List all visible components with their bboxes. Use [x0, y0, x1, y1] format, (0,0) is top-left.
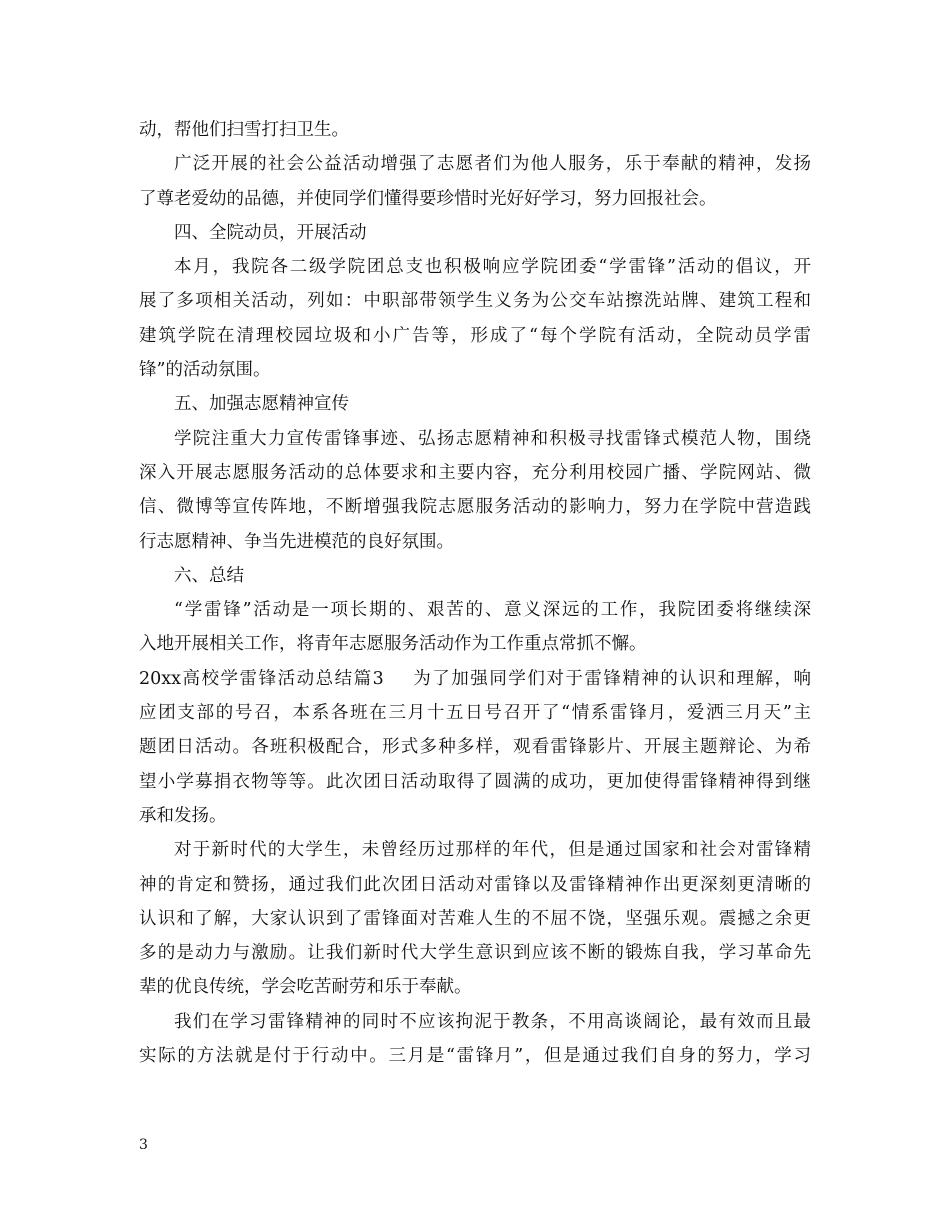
- text-line: [139, 422, 811, 456]
- text-line-content: 了尊老爱幼的品德，并使同学们懂得要珍惜时光好好学习，努力回报社会。: [139, 188, 717, 209]
- text-line-content: 承和发扬。: [139, 805, 227, 826]
- text-line: [139, 456, 811, 490]
- page-number: 3: [139, 1137, 148, 1153]
- text-line: [139, 627, 811, 661]
- text-line: [139, 353, 811, 387]
- text-line: [139, 730, 811, 764]
- text-line: [139, 696, 811, 730]
- text-line-content: 学院注重大力宣传雷锋事迹、弘扬志愿精神和积极寻找雷锋式模范人物，围绕: [174, 428, 811, 449]
- text-line: [139, 319, 811, 353]
- text-line-content: 本月，我院各二级学院团总支也积极响应学院团委“学雷锋”活动的倡议，开: [174, 257, 811, 278]
- text-line: [139, 1039, 811, 1073]
- text-line: [139, 387, 811, 421]
- text-line-content: 广泛开展的社会公益活动增强了志愿者们为他人服务，乐于奉献的精神，发扬: [174, 154, 811, 175]
- text-line-content: 我们在学习雷锋精神的同时不应该拘泥于教条，不用高谈阔论，最有效而且最: [174, 1011, 811, 1032]
- text-line: [139, 765, 811, 799]
- text-line-continuation: 为了加强同学们对于雷锋精神的认识和理解，响: [411, 668, 811, 689]
- text-line: [139, 868, 811, 902]
- text-line: [139, 250, 811, 284]
- text-line: [139, 970, 811, 1004]
- text-line-content: 锋”的活动氛围。: [139, 360, 271, 381]
- text-line: [139, 902, 811, 936]
- text-line: [139, 1005, 811, 1039]
- text-line-content: “学雷锋”活动是一项长期的、艰苦的、意义深远的工作，我院团委将继续深: [174, 600, 811, 621]
- text-line-content: 对于新时代的大学生，未曾经历过那样的年代，但是通过国家和社会对雷锋精: [174, 840, 811, 861]
- text-line: [139, 799, 811, 833]
- text-line: [139, 833, 811, 867]
- text-line: [139, 216, 811, 250]
- text-line-content: 动，帮他们扫雪打扫卫生。: [139, 120, 349, 140]
- text-line-content: 建筑学院在清理校园垃圾和小广告等，形成了“每个学院有活动，全院动员学雷: [139, 325, 811, 346]
- text-line-content: 五、加强志愿精神宣传: [174, 394, 349, 415]
- text-line: [139, 662, 811, 696]
- text-line-content: 入地开展相关工作，将青年志愿服务活动作为工作重点常抓不懈。: [139, 634, 647, 655]
- text-line-content: 题团日活动。各班积极配合，形式多种多样，观看雷锋影片、开展主题辩论、为希: [139, 737, 811, 758]
- text-line-content: 深入开展志愿服务活动的总体要求和主要内容，充分利用校园广播、学院网站、微: [139, 462, 811, 483]
- text-line: [139, 525, 811, 559]
- text-line-content: 展了多项相关活动，列如：中职部带领学生义务为公交车站擦洗站牌、建筑工程和: [139, 291, 811, 312]
- document-body: [139, 113, 811, 1073]
- text-line: [139, 182, 811, 216]
- text-line: [139, 284, 811, 318]
- text-line: [139, 113, 811, 147]
- text-line-content: 望小学募捐衣物等等。此次团日活动取得了圆满的成功，更加使得雷锋精神得到继: [139, 771, 811, 792]
- text-line-content: 20xx高校学雷锋活动总结篇3: [139, 668, 384, 689]
- text-line: [139, 593, 811, 627]
- text-line-content: 认识和了解，大家认识到了雷锋面对苦难人生的不屈不饶，坚强乐观。震撼之余更: [139, 908, 811, 929]
- text-line-content: 实际的方法就是付于行动中。三月是“雷锋月”，但是通过我们自身的努力，学习: [139, 1046, 811, 1067]
- text-line: [139, 490, 811, 524]
- text-line-content: 应团支部的号召，本系各班在三月十五日号召开了“情系雷锋月，爱洒三月天”主: [139, 703, 811, 724]
- text-line-content: 神的肯定和赞扬，通过我们此次团日活动对雷锋以及雷锋精神作出更深刻更清晰的: [139, 874, 811, 895]
- text-line: [139, 559, 811, 593]
- text-line: [139, 936, 811, 970]
- text-line-content: 六、总结: [174, 565, 244, 586]
- text-line-content: 多的是动力与激励。让我们新时代大学生意识到应该不断的锻炼自我，学习革命先: [139, 943, 811, 964]
- text-line-content: 行志愿精神、争当先进模范的良好氛围。: [139, 531, 454, 552]
- text-line: [139, 147, 811, 181]
- text-line-content: 信、微博等宣传阵地，不断增强我院志愿服务活动的影响力，努力在学院中营造践: [139, 497, 811, 518]
- text-line-content: 四、全院动员，开展活动: [174, 222, 367, 243]
- text-line-content: 辈的优良传统，学会吃苦耐劳和乐于奉献。: [139, 977, 472, 998]
